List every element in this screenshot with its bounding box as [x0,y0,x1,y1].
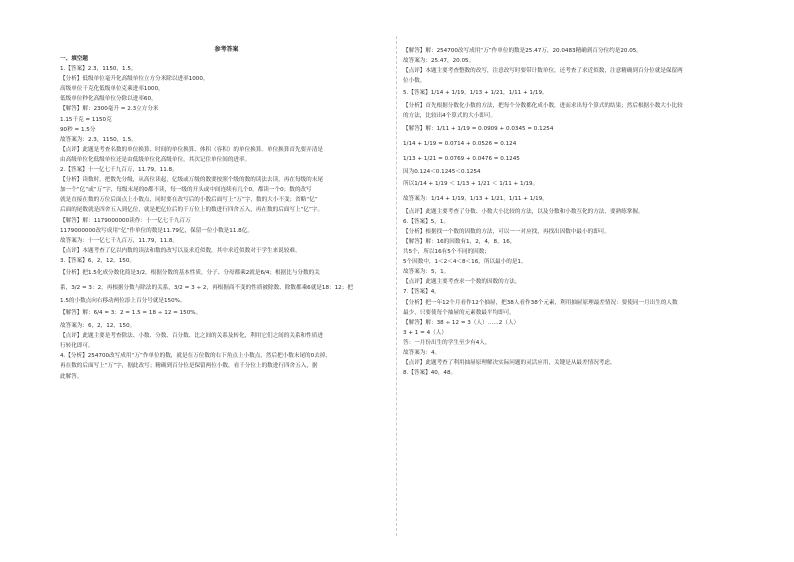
text-line: 90秒 = 1.5分 [60,126,96,133]
text-line: 5个因数中，1＜2＜4＜8＜16，所以最小的是1。 [403,259,527,266]
text-line: 共5个，所以16有5个不同的因数； [403,249,490,256]
text-line: 系，3/2 = 3：2，再根据分数与除法的关系，3/2 = 3 ÷ 2，再根据商不变的性质被除数、除数都乘6就是18：12；把 [60,284,353,291]
text-line: 故答案为：2.3，1150，1.5。 [60,136,137,143]
document-title: 参考答案 [214,46,239,53]
text-line: 1.【答案】2.3，1150，1.5。 [60,66,137,73]
text-line: 3.【答案】6，2，12，150。 [60,257,135,264]
text-line: 高级单位千克化低级单位克乘进率1000。 [60,86,164,93]
text-line: 此解答。 [60,373,83,380]
text-line: 3 + 1 = 4（人） [403,329,447,336]
text-line: 低级单位秒化高级单位分除以进率60。 [60,96,157,103]
text-line: 【解答】解：38 ÷ 12 = 3（人）……2（人） [403,319,520,326]
text-line: 加一个“亿”或“万”字，每级末尾的0都不读，每一级的开头或中间连续有几个0，都读一个0；数的改写 [60,187,312,194]
text-line: 所以1/14 + 1/19 ＜ 1/13 + 1/21 ＜ 1/11 + 1/19。 [403,180,539,187]
text-line: 【点评】此题主要是考查除法、小数、分数、百分数、比之间的关系及转化，利用它们之间的关系和性质进 [60,333,323,340]
left-column [60,54,393,382]
text-line: 由高级单位化低级单位还是由低级单位化高级单位，其次记住单位间的进率。 [60,156,251,163]
text-line: 【点评】本题考查了亿以内数的读法和数的改写以及求近似数，其中求近似数对于学生来说较难。 [60,247,301,254]
text-line: 1.5的小数点向右移动两位添上百分号就是150%。 [60,297,186,304]
text-line: 【分析】读数时，把数先分级，从高位读起，亿级或万级的数要按照个级的数的读法去读，再在每级的末尾 [60,177,323,184]
text-line: 【分析】低级单位毫升化高级单位立方分米除以进率1000。 [60,76,209,83]
text-line: 故答案为：1/14 + 1/19，1/13 + 1/21，1/11 + 1/19。 [403,195,548,202]
text-line: 【点评】此题考查了利用抽屉原理解决实际问题的灵活应用，关键是从最差情况考虑。 [403,360,616,367]
text-line: 【解答】解：16的因数有1，2，4，8，16。 [403,238,516,245]
text-line: 1179000000改写成用“亿”作单位的数是11.79亿，保留一位小数是11.8亿。 [60,227,253,234]
text-line: 再在数的后面写上“万”字，据此改写；精确到百分位是保留两位小数，看千分位上的数进行四舍五入，据 [60,363,318,370]
text-line: 故答案为：6，2，12，150。 [60,323,136,330]
text-line: 【点评】此题主要考查求一个数的因数的方法。 [403,279,521,286]
text-line: 【点评】本题主要考查整数的改写，注意改写时要带计数单位，还考查了求近似数，注意精确到百分位就是保留两 [403,68,683,75]
text-line: 2.【答案】十一亿七千九百万，11.79，11.8。 [60,167,178,174]
text-line: 后面的尾数就是四舍五入到亿位，就是把亿位后的千万位上的数进行四舍五入，再在数的后面写上“亿”字。 [60,207,324,214]
text-line: 就是直接在数的万位后面点上小数点，同时要在改写后的小数后面写上“万”字，数的大小不变；省略“亿” [60,197,318,204]
text-line: 故答案为：25.47，20.05。 [403,58,475,65]
text-line: 6.【答案】5，1。 [403,218,450,225]
section-heading: 一、填空题 [60,56,88,62]
text-line: 【分析】把1.5化成分数化简是3/2，根据分数的基本性质，分子、分母都乘2就是6/4；根据比与分数的关 [60,269,320,276]
text-line: 1/14 + 1/19 = 0.0714 + 0.0526 = 0.124 [403,140,517,147]
text-line: 故答案为：十一亿七千九百万，11.79，11.8。 [60,237,178,244]
text-line: 【分析】把一年12个月看作12个抽屉，把38人看作38个元素，利用抽屉原理最差情况：要使同一月出生的人数 [403,299,678,306]
text-line: 最少，只要使每个抽屉的元素数最平均即可。 [403,309,515,316]
text-line: 的方法，比较出4个算式的大小即可。 [403,113,497,120]
right-column [403,46,736,378]
text-line: 答：一月份出生的学生至少有4人。 [403,339,491,346]
text-line: 8.【答案】40，48。 [403,370,457,377]
text-line: 1/13 + 1/21 = 0.0769 + 0.0476 = 0.1245 [403,155,520,162]
text-line: 4.【分析】254700改写成用“万”作单位的数，就是在万位数的右下角点上小数点，然后把小数末尾的0去掉， [60,353,331,360]
column-divider [396,36,397,536]
text-line: 因为0.124＜0.1245＜0.1254 [403,168,481,175]
text-line: 行转化即可。 [60,343,94,350]
text-line: 【点评】此题是考查名数的单位换算、时间的单位换算、体积（容积）的单位换算。单位换算首先要弄清是 [60,146,323,153]
text-line: 1.15千克 = 1150克 [60,116,112,123]
text-line: 【解答】解：1179000000读作：十一亿七千九百万 [60,217,191,224]
text-line: 【解答】解：1/11 + 1/19 = 0.0909 + 0.0345 = 0.1254 [403,125,554,132]
text-line: 故答案为：5，1。 [403,269,450,276]
text-line: 【分析】根据找一个数的因数的方法，可以一一对应找，再找出因数中最小的即可。 [403,228,610,235]
text-line: 【解答】解：254700改写成用“万”作单位的数是25.47万，20.0483精确到百分位约是20.05。 [403,48,642,54]
text-line: 【分析】首先根据分数化小数的方法，把每个分数都化成小数，进而求出每个算式的结果；然后根据小数大小比较 [403,103,683,110]
text-line: 位小数。 [403,78,426,85]
text-line: 故答案为：4。 [403,349,441,356]
text-line: 【解答】解：6/4 = 3：2 = 1.5 = 18 ÷ 12 = 150%。 [60,310,202,317]
text-line: 5.【答案】1/14 + 1/19，1/13 + 1/21，1/11 + 1/19。 [403,90,548,97]
text-line: 【解答】解：2300毫升 = 2.3立方分米 [60,106,159,113]
text-line: 【点评】此题主要考查了分数、小数大小比较的方法，以及分数和小数互化的方法，要熟练掌握。 [403,208,644,215]
text-line: 7.【答案】4。 [403,289,440,296]
